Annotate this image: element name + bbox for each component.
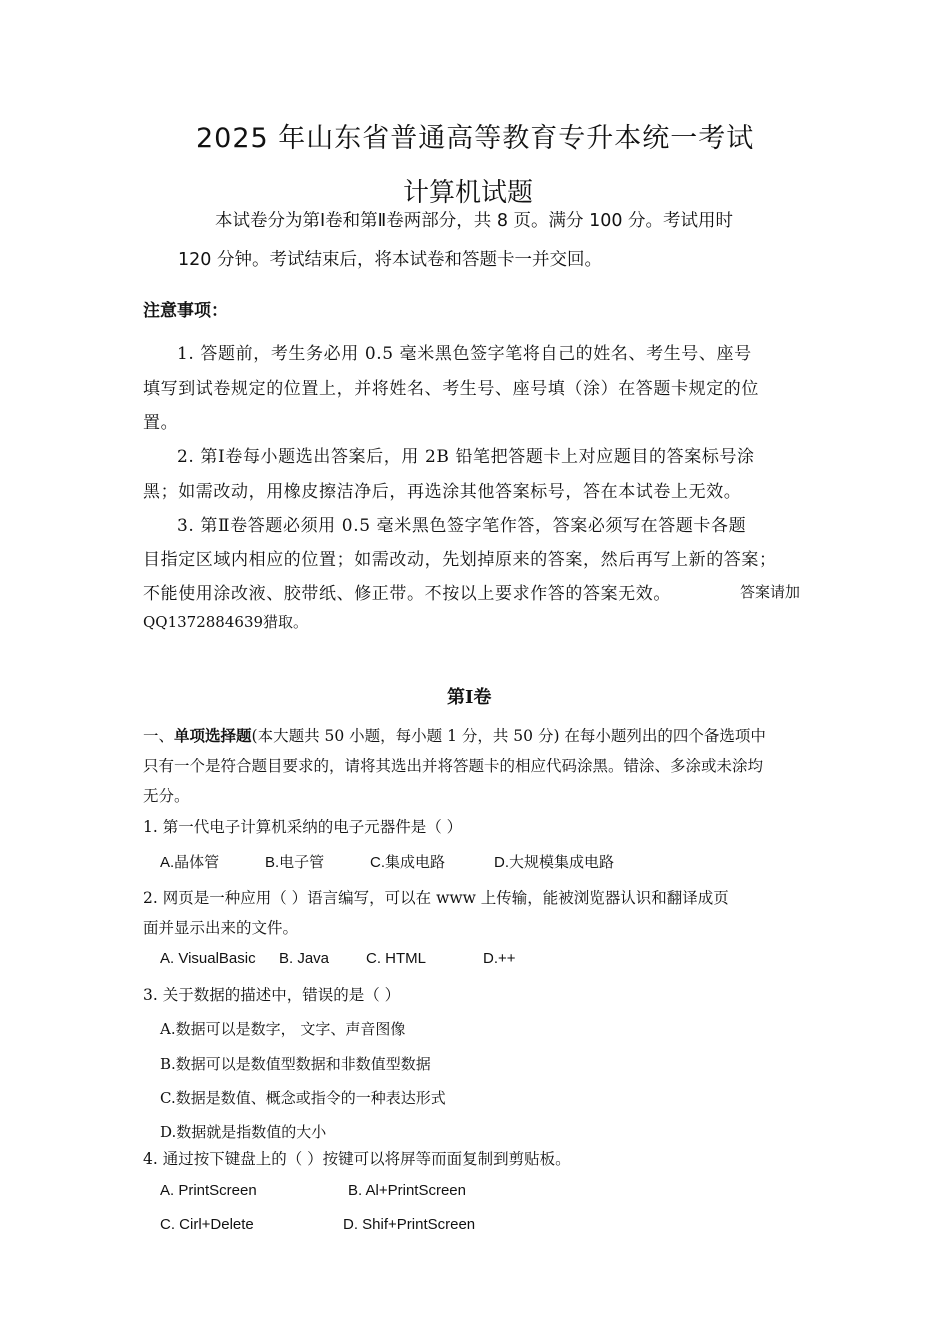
question-4-option-c: C. Cirl+Delete	[160, 1216, 254, 1233]
question-1-option-c: C.集成电路	[370, 854, 446, 871]
section-1-prefix: 一、	[143, 727, 175, 745]
section-1-title: 单项选择题	[174, 727, 252, 745]
section-1-line-3: 无分。	[143, 787, 190, 805]
notice-item-2-line-1: 2. 第Ⅰ卷每小题选出答案后，用 2B 铅笔把答题卡上对应题目的答案标号涂	[177, 447, 755, 467]
question-1-stem: 1. 第一代电子计算机采纳的电子元器件是（ ）	[143, 818, 463, 836]
notice-item-1-line-2: 填写到试卷规定的位置上，并将姓名、考生号、座号填（涂）在答题卡规定的位	[143, 379, 759, 399]
notice-item-3-line-3: 不能使用涂改液、胶带纸、修正带。不按以上要求作答的答案无效。	[143, 584, 671, 604]
notice-item-2-line-2: 黑；如需改动，用橡皮擦洁净后，再选涂其他答案标号，答在本试卷上无效。	[143, 482, 742, 502]
question-2-option-d: D.++	[483, 950, 516, 967]
section-1-line-2: 只有一个是符合题目要求的，请将其选出并将答题卡的相应代码涂黑。错涂、多涂或未涂均	[143, 757, 764, 775]
question-1-option-d: D.大规模集成电路	[494, 854, 615, 871]
question-2-stem-line-1: 2. 网页是一种应用（ ）语言编写，可以在 www 上传输，能被浏览器认识和翻译成页	[143, 889, 729, 907]
question-3-stem: 3. 关于数据的描述中，错误的是（ ）	[143, 986, 401, 1004]
notice-item-3-line-1: 3. 第Ⅱ卷答题必须用 0.5 毫米黑色签字笔作答，答案必须写在答题卡各题	[177, 516, 747, 536]
question-2-option-a: A. VisualBasic	[160, 950, 256, 967]
intro-line-2: 120 分钟。考试结束后，将本试卷和答题卡一并交回。	[178, 250, 602, 270]
question-2-option-b: B. Java	[279, 950, 330, 967]
question-1-option-b: B.电子管	[265, 854, 325, 871]
question-2-option-c: C. HTML	[366, 950, 426, 967]
exam-subtitle: 计算机试题	[403, 178, 534, 208]
question-4-stem: 4. 通过按下键盘上的（ ）按键可以将屏等而面复制到剪贴板。	[143, 1150, 571, 1168]
part-1-heading: 第Ⅰ卷	[447, 687, 492, 708]
question-2-stem-line-2: 面并显示出来的文件。	[143, 919, 299, 937]
section-1-line-1	[143, 724, 766, 746]
question-3-option-c: C.数据是数值、概念或指令的一种表达形式	[160, 1089, 446, 1107]
notice-item-3-tail: 答案请加	[740, 583, 801, 601]
notice-item-1-line-3: 置。	[143, 413, 179, 433]
question-3-option-d: D.数据就是指数值的大小	[160, 1123, 327, 1141]
question-3-option-b: B.数据可以是数值型数据和非数值型数据	[160, 1055, 431, 1073]
intro-line-1: 本试卷分为第Ⅰ卷和第Ⅱ卷两部分，共 8 页。满分 100 分。考试用时	[215, 211, 734, 231]
notice-heading: 注意事项：	[143, 301, 228, 321]
section-1-desc: (本大题共 50 小题，每小题 1 分，共 50 分) 在每小题列出的四个备选项中	[251, 727, 766, 745]
question-3-option-a: A.数据可以是数字， 文字、声音图像	[160, 1020, 406, 1038]
notice-item-3-line-2: 目指定区域内相应的位置；如需改动，先划掉原来的答案，然后再写上新的答案；	[143, 550, 777, 570]
question-1-option-a: A.晶体管	[160, 854, 220, 871]
question-4-option-b: B. Al+PrintScreen	[348, 1182, 466, 1199]
question-4-option-a: A. PrintScreen	[160, 1182, 257, 1199]
notice-item-1-line-1: 1. 答题前，考生务必用 0.5 毫米黑色签字笔将自己的姓名、考生号、座号	[177, 344, 752, 364]
notice-extra-line: QQ1372884639猎取。	[143, 613, 309, 631]
question-4-option-d: D. Shif+PrintScreen	[343, 1216, 476, 1233]
exam-title: 2025 年山东省普通高等教育专升本统一考试	[196, 123, 755, 154]
